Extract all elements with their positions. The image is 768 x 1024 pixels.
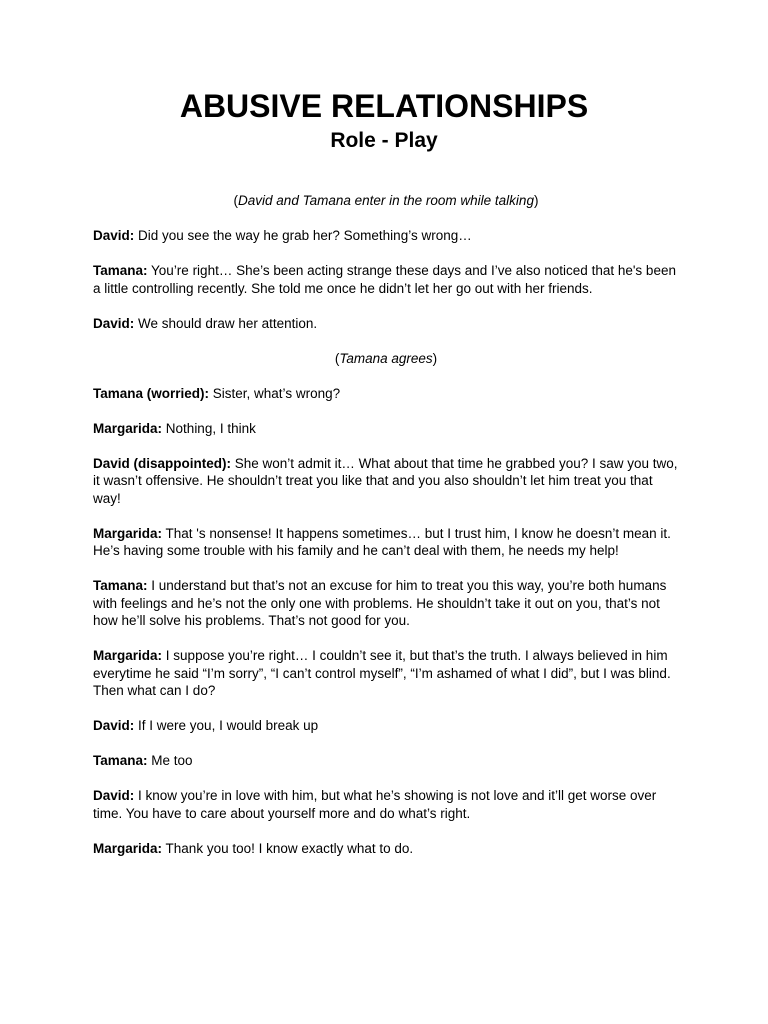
speaker-name: David: (93, 315, 135, 331)
dialogue-text: That 's nonsense! It happens sometimes… but I trust him, I know he doesn’t mean it. He’s having some trouble with his family and he can’t deal with them, he needs my help! (93, 525, 671, 558)
dialogue-text: Sister, what’s wrong? (212, 385, 341, 401)
dialogue-text: If I were you, I would break up (138, 718, 319, 733)
dialogue-text: I know you’re in love with him, but what he’s showing is not love and it’ll get worse over time. You have to care about yourself more and do what’s right. (93, 788, 657, 821)
stage-direction: (David and Tamana enter in the room while talking) (233, 193, 539, 208)
speaker-name: Tamana: (93, 753, 148, 768)
dialogue-line (93, 717, 679, 735)
speaker-name: Tamana (worried): (93, 385, 210, 401)
dialogue-text: We should draw her attention. (138, 315, 318, 331)
dialogue-text: She won’t admit it… What about that time he grabbed you? I saw you two, it wasn’t offensive. He shouldn’t treat you like that and you also shouldn’t let him treat you that way! (93, 455, 678, 506)
dialogue-text: I understand but that’s not an excuse for him to treat you this way, you’re both humans with feelings and he’s not the only one with problems. He shouldn’t take it out on you, that’s not how he’ll solve his problems. That’s not good for you. (93, 578, 667, 628)
speaker-name: Tamana: (93, 263, 148, 278)
dialogue-line (93, 787, 679, 822)
speaker-name: David: (93, 788, 135, 803)
dialogue-line (93, 840, 679, 858)
dialogue-line (93, 525, 679, 560)
dialogue-line (93, 385, 679, 403)
speaker-name: Margarida: (93, 525, 163, 541)
dialogue-text: Did you see the way he grab her? Something’s wrong… (138, 228, 472, 243)
dialogue-text: Nothing, I think (165, 420, 256, 436)
speaker-name: David (disappointed): (93, 455, 231, 471)
stage-direction: (Tamana agrees) (334, 350, 438, 366)
speaker-name: Margarida: (93, 648, 163, 663)
document-title: ABUSIVE RELATIONSHIPS (179, 88, 589, 124)
dialogue-line (93, 455, 679, 508)
speaker-name: David: (93, 228, 135, 243)
dialogue-line (93, 315, 679, 333)
stage-direction-text: David and Tamana enter in the room while talking (238, 193, 534, 208)
dialogue-line (93, 647, 679, 700)
speaker-name: Tamana: (93, 578, 148, 593)
dialogue-text: Me too (151, 753, 193, 768)
dialogue-line (93, 577, 679, 630)
dialogue-line (93, 752, 679, 770)
speaker-name: Margarida: (93, 420, 163, 436)
speaker-name: Margarida: (93, 840, 163, 856)
document-subtitle: Role - Play (330, 129, 438, 152)
dialogue-text: Thank you too! I know exactly what to do. (165, 840, 414, 856)
dialogue-line (93, 262, 679, 297)
dialogue-line (93, 227, 679, 245)
script-body (93, 192, 679, 875)
speaker-name: David: (93, 718, 135, 733)
stage-direction-text: Tamana agrees (339, 350, 433, 366)
dialogue-text: I suppose you’re right… I couldn’t see it, but that’s the truth. I always believed in him everytime he said “I’m sorry”, “I can’t control myself”, “I’m ashamed of what I did”, but I was blind. Then what can I do? (93, 648, 671, 698)
dialogue-text: You’re right… She’s been acting strange these days and I’ve also noticed that he's been a little controlling recently. She told me once he didn’t let her go out with her friends. (93, 263, 676, 296)
dialogue-line (93, 420, 679, 438)
